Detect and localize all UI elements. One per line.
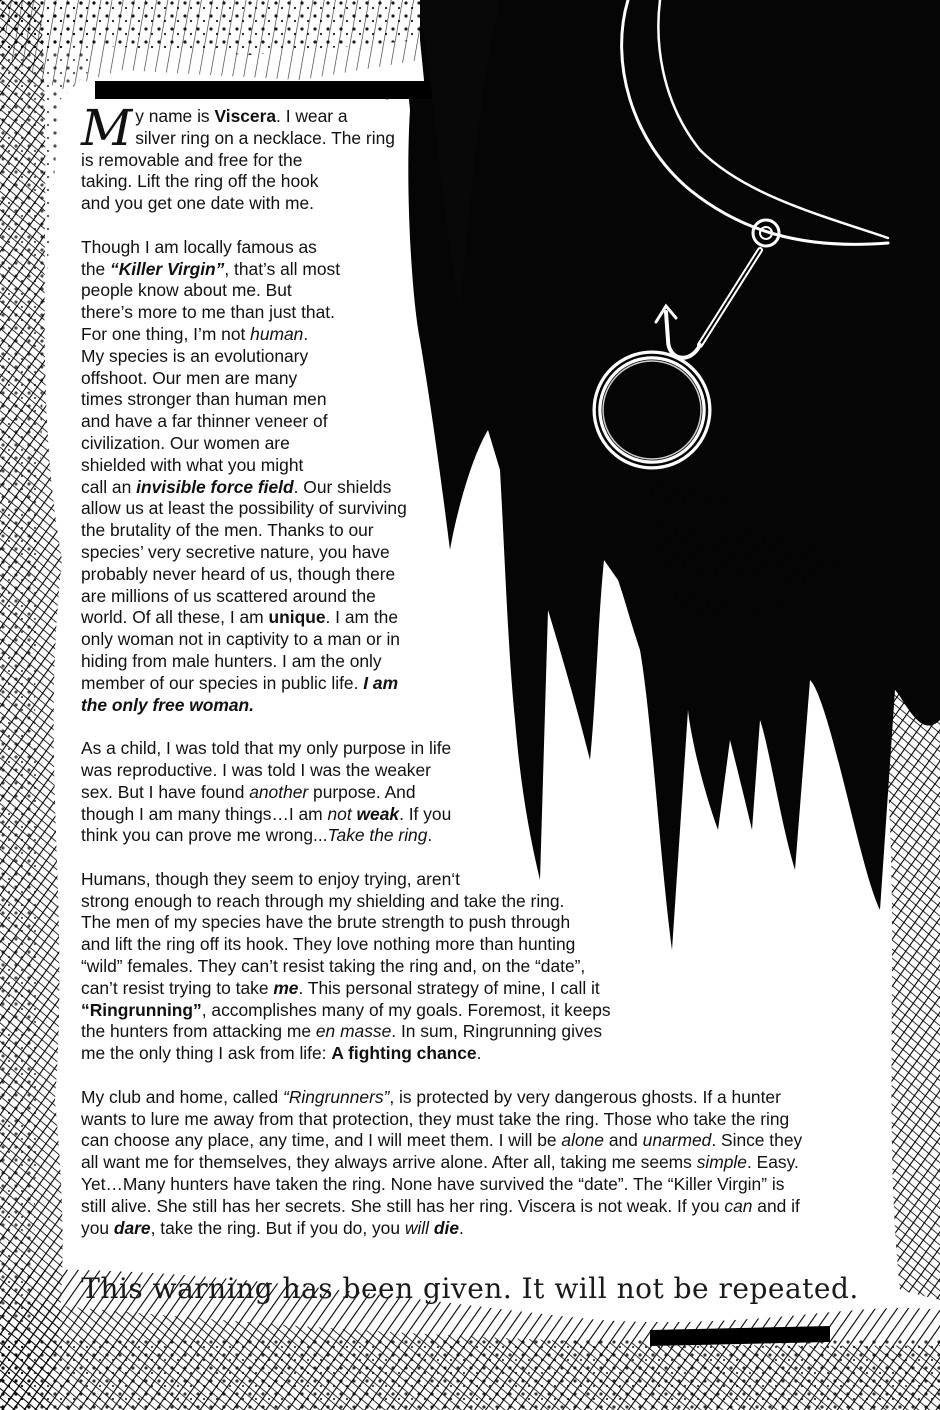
me-emphasis: me <box>273 977 299 998</box>
text-line: species’ very secretive nature, you have <box>81 541 390 562</box>
text-run: purpose. And <box>308 781 416 802</box>
drop-cap: M <box>81 99 133 157</box>
text-run: y name is <box>135 106 215 126</box>
species-paragraph <box>81 237 881 717</box>
text-run: the <box>81 258 111 279</box>
force-field-emphasis: invisible force field <box>136 476 294 497</box>
text-line: allow us at least the possibility of surviving <box>81 498 407 519</box>
text-run: , take the ring. But if you do, you <box>150 1217 405 1238</box>
text-line: Humans, though they seem to enjoy trying, aren‘t <box>81 868 460 889</box>
text-run: still alive. She still has her secrets. She still has her ring. Viscera is not weak. If you <box>81 1195 725 1216</box>
text-line <box>81 825 881 847</box>
text-line <box>81 259 881 281</box>
text-run: all want me for themselves, they always arrive alone. After all, taking me seems <box>81 1152 697 1173</box>
text-line <box>81 1087 881 1109</box>
text-line: Yet…Many hunters have taken the ring. None have survived the “date”. The “Killer Virgin” is <box>81 1174 785 1195</box>
alone-emphasis: alone <box>561 1130 604 1151</box>
text-run: think you can prove me wrong... <box>81 825 328 846</box>
intro-paragraph <box>81 99 881 215</box>
text-line <box>81 1000 881 1022</box>
free-woman-emphasis: the only free woman. <box>81 694 254 715</box>
name-emphasis: Viscera <box>214 106 277 126</box>
will-emphasis: will <box>404 1217 430 1238</box>
die-emphasis: die <box>433 1217 459 1238</box>
text-run: can choose any place, any time, and I will meet them. I will be <box>81 1130 562 1151</box>
text-run: . This personal strategy of mine, I call it <box>298 977 600 998</box>
text-line: strong enough to reach through my shielding and take the ring. <box>81 890 565 911</box>
text-line: The men of my species have the brute strength to push through <box>81 912 571 933</box>
text-run: . I wear a <box>276 106 348 126</box>
text-line: times stronger than human men <box>81 389 327 410</box>
text-line <box>81 673 881 695</box>
take-ring-emphasis: Take the ring <box>327 825 428 846</box>
text-run: member of our species in public life. <box>81 672 364 693</box>
club-name-emphasis: “Ringrunners” <box>283 1086 390 1107</box>
text-run: . <box>476 1043 482 1064</box>
fighting-chance-emphasis: A fighting chance <box>331 1043 477 1064</box>
text-run: though I am many things…I am <box>81 803 328 824</box>
text-run: . Easy. <box>746 1152 799 1173</box>
warning-footer: This warning has been given. It will not be repeated. <box>81 1272 859 1305</box>
text-line: Though I am locally famous as <box>81 236 317 257</box>
text-line <box>81 695 881 717</box>
text-run: For one thing, I’m not <box>81 323 251 344</box>
text-line <box>81 1130 881 1152</box>
purpose-paragraph <box>81 738 881 847</box>
club-paragraph <box>81 1087 881 1240</box>
text-run: world. Of all these, I am <box>81 607 269 628</box>
text-line: My species is an evolutionary <box>81 345 309 366</box>
text-run: . <box>427 825 433 846</box>
text-line: only woman not in captivity to a man or in <box>81 629 400 650</box>
free-woman-emphasis: I am <box>363 672 399 693</box>
text-line <box>81 1152 881 1174</box>
text-run: can’t resist trying to take <box>81 977 274 998</box>
text-run: you <box>81 1217 114 1238</box>
text-line <box>81 1218 881 1240</box>
text-line: hiding from male hunters. I am the only <box>81 650 382 671</box>
text-run: . In sum, Ringrunning gives <box>391 1021 603 1042</box>
text-line: offshoot. Our men are many <box>81 367 298 388</box>
text-run: , that’s all most <box>224 258 341 279</box>
text-line: civilization. Our women are <box>81 432 290 453</box>
text-line <box>81 607 881 629</box>
killer-virgin-emphasis: “Killer Virgin” <box>110 258 225 279</box>
text-line: shielded with what you might <box>81 454 304 475</box>
text-line <box>81 1196 881 1218</box>
text-run: the hunters from attacking me <box>81 1021 316 1042</box>
text-run: . <box>303 323 309 344</box>
text-run: and if <box>752 1195 800 1216</box>
text-line: people know about me. But <box>81 280 292 301</box>
dare-emphasis: dare <box>113 1217 151 1238</box>
text-line: the brutality of the men. Thanks to our <box>81 520 374 541</box>
text-run: sex. But I have found <box>81 781 250 802</box>
text-run: and <box>603 1130 643 1151</box>
text-run: . Our shields <box>293 476 392 497</box>
text-run: me the only thing I ask from life: <box>81 1043 332 1064</box>
text-run: . <box>459 1217 464 1238</box>
text-run: . If you <box>399 803 452 824</box>
text-line <box>81 978 881 1000</box>
story-text <box>81 99 881 1261</box>
text-line <box>81 1043 881 1065</box>
text-run: . I am the <box>325 607 399 628</box>
text-line <box>81 1021 881 1043</box>
text-line <box>81 477 881 499</box>
intro-line: is removable and free for the <box>81 149 303 170</box>
text-line <box>81 804 881 826</box>
text-line: “wild” females. They can’t resist taking the ring and, on the “date”, <box>81 956 586 977</box>
ringrunning-paragraph <box>81 869 881 1065</box>
intro-line-1 <box>81 106 881 128</box>
text-run: , is protected by very dangerous ghosts. If a hunter <box>389 1086 781 1107</box>
text-line <box>81 782 881 804</box>
can-emphasis: can <box>724 1195 753 1216</box>
unique-emphasis: unique <box>268 607 326 628</box>
text-line: are millions of us scattered around the <box>81 585 376 606</box>
unarmed-emphasis: unarmed <box>642 1130 712 1151</box>
intro-line: taking. Lift the ring off the hook <box>81 171 319 192</box>
text-line: there’s more to me than just that. <box>81 302 335 323</box>
simple-emphasis: simple <box>696 1152 747 1173</box>
not-emphasis: not <box>327 803 352 824</box>
text-run: , accomplishes many of my goals. Foremost, it keeps <box>201 999 611 1020</box>
weak-emphasis: weak <box>356 803 400 824</box>
intro-line: silver ring on a necklace. The ring <box>135 127 395 148</box>
ringrunning-emphasis: “Ringrunning” <box>81 999 202 1020</box>
text-run: . Since they <box>711 1130 803 1151</box>
text-run: My club and home, called <box>81 1086 284 1107</box>
another-emphasis: another <box>249 781 309 802</box>
text-line: As a child, I was told that my only purpose in life <box>81 738 452 759</box>
text-line: was reproductive. I was told I was the weaker <box>81 759 431 780</box>
text-run: call an <box>81 476 137 497</box>
human-emphasis: human <box>250 323 304 344</box>
en-masse-emphasis: en masse <box>315 1021 392 1042</box>
text-line: wants to lure me away from that protection, they must take the ring. Those who take the ring <box>81 1108 790 1129</box>
text-line: and lift the ring off its hook. They love nothing more than hunting <box>81 934 576 955</box>
intro-line: and you get one date with me. <box>81 193 314 214</box>
text-line: and have a far thinner veneer of <box>81 411 328 432</box>
text-line: probably never heard of us, though there <box>81 563 396 584</box>
text-line <box>81 324 881 346</box>
